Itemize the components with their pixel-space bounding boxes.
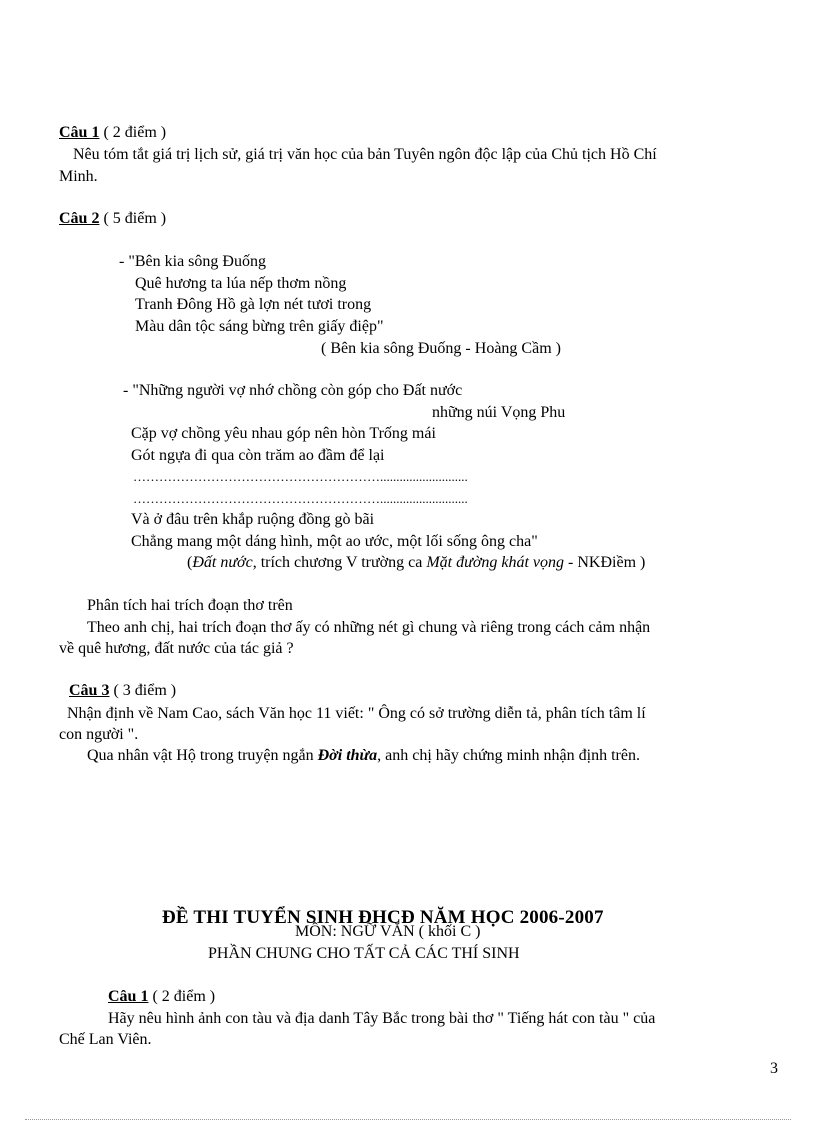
exam-subject: MÔN: NGỮ VĂN ( khối C ) [295,923,481,940]
poem2-line: những núi Vọng Phu [432,404,566,421]
q3-label: Câu 3 [69,682,110,699]
poem2-line: Chẳng mang một dáng hình, một ao ước, một lối sống ông cha" [131,533,538,550]
q2-task2-line2: về quê hương, đất nước của tác giả ? [59,640,294,657]
q3-points: ( 3 điểm ) [109,682,177,699]
poem2-source-work: Đất nước [192,554,253,571]
q3-line3-pre: Qua nhân vật Hộ trong truyện ngắn [87,747,318,764]
poem2-ellipsis-line: …………………………………………………........................... [133,469,468,484]
poem2-source-mid: , trích chương V trường ca [252,554,427,571]
exam2-q1-line2: Chế Lan Viên. [59,1031,152,1048]
q3-work-title: Đời thừa [317,747,378,764]
poem2-line: - "Những người vợ nhớ chồng còn góp cho Đất nước [123,382,463,399]
exam2-q1-points: ( 2 điểm ) [148,988,216,1005]
poem2-source-author: - NKĐiềm ) [564,554,646,571]
exam-title: ĐỀ THI TUYỂN SINH ĐHCĐ NĂM HỌC 2006-2007 [162,907,604,928]
poem1-line: - "Bên kia sông Đuống [119,253,266,270]
q2-task1: Phân tích hai trích đoạn thơ trên [87,597,293,614]
page-number: 3 [770,1060,778,1077]
q3-heading [69,681,176,701]
poem1-line: Màu dân tộc sáng bừng trên giấy điệp" [135,318,384,335]
poem1-line: Quê hương ta lúa nếp thơm nồng [135,275,347,292]
exam2-q1-label: Câu 1 [108,988,149,1005]
poem2-ellipsis-line: …………………………………………………........................... [133,491,468,506]
q3-line3-post: , anh chị hãy chứng minh nhận định trên. [377,747,640,764]
q1-label: Câu 1 [59,124,100,141]
q2-heading [59,209,166,229]
poem2-line: Và ở đâu trên khắp ruộng đồng gò bãi [131,511,375,528]
q1-text-line2: Minh. [59,168,98,185]
poem2-source-epic: Mặt đường khát vọng [426,554,565,571]
q2-points: ( 5 điểm ) [99,210,167,227]
page-bottom-divider [25,1119,791,1120]
q1-text-line1: Nêu tóm tắt giá trị lịch sử, giá trị văn học của bản Tuyên ngôn độc lập của Chủ tịch Hồ Chí [73,146,657,163]
q2-label: Câu 2 [59,210,100,227]
exam2-q1-heading [108,987,215,1007]
poem2-line: Cặp vợ chồng yêu nhau góp nên hòn Trống mái [131,425,436,442]
q1-points: ( 2 điểm ) [99,124,167,141]
poem1-source: ( Bên kia sông Đuống - Hoàng Cầm ) [321,340,561,357]
q3-text-line1: Nhận định về Nam Cao, sách Văn học 11 viết: " Ông có sở trường diễn tả, phân tích tâm lí [67,705,646,722]
q3-text-line3 [87,746,640,766]
poem2-source [187,553,645,573]
q1-heading [59,123,166,143]
exam2-q1-line1: Hãy nêu hình ảnh con tàu và địa danh Tây Bắc trong bài thơ " Tiếng hát con tàu " của [108,1010,656,1027]
poem1-line: Tranh Đông Hồ gà lợn nét tươi trong [135,296,372,313]
poem2-source-open: ( [187,554,193,571]
q3-text-line2: con người ". [59,726,139,743]
poem2-line: Gót ngựa đi qua còn trăm ao đầm để lại [131,447,385,464]
exam-section: PHẦN CHUNG CHO TẤT CẢ CÁC THÍ SINH [208,945,520,962]
q2-task2-line1: Theo anh chị, hai trích đoạn thơ ấy có những nét gì chung và riêng trong cách cảm nhận [87,619,651,636]
